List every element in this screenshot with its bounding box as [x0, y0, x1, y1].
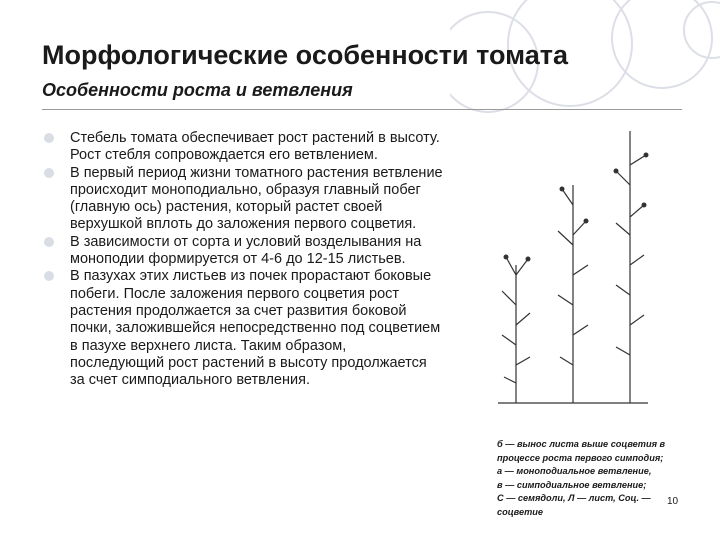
bullet-dot-icon	[44, 271, 54, 281]
bullet-text: В зависимости от сорта и условий возделывания на моноподии формируется от 4-6 до 12-15 листьев.	[70, 233, 422, 268]
caption-line: в — симподиальное ветвление;	[497, 479, 647, 490]
tomato-branching-diagram	[488, 125, 688, 430]
caption-line: б — вынос листа выше соцветия в	[497, 439, 666, 449]
slide-subtitle: Особенности роста и ветвления	[42, 80, 353, 100]
plant-a-drawing	[502, 257, 530, 403]
bullet-text: Стебель томата обеспечивает рост растений в высоту. Рост стебля сопровождается его ветвлением.	[70, 130, 440, 164]
figure-caption	[497, 438, 687, 519]
bullet-dot-icon	[44, 133, 54, 143]
caption-line: соцветие	[497, 506, 543, 517]
bullet-text: В пазухах этих листьев из почек прорастают боковые побеги. После заложения первого соцветия рост растения продолжается за счет развития боковой почки, заложившейся непосредственно под соцветием в пазухе верхнего листа. Таким образом, последующий рост растений в высоту продолжается за счет симподиального ветвления.	[70, 268, 441, 389]
bullet-dot-icon	[44, 168, 54, 178]
slide-title: Морфологические особенности томата	[42, 40, 568, 70]
caption-line: а — моноподиальное ветвление,	[497, 466, 652, 476]
bullet-item	[44, 234, 444, 269]
bullet-item	[44, 268, 444, 389]
bullet-list	[44, 130, 444, 389]
caption-line: С — семядоли, Л — лист, Соц. —	[497, 493, 651, 503]
page-number: 10	[667, 496, 679, 507]
bullet-item	[44, 130, 444, 165]
bullet-dot-icon	[44, 237, 54, 247]
bullet-item	[44, 165, 444, 234]
plant-b-drawing	[558, 185, 588, 403]
title-divider	[42, 109, 682, 110]
plant-c-drawing	[616, 131, 646, 403]
bullet-text: В первый период жизни томатного растения ветвление происходит моноподиально, образуя главный побег (главную ось) растения, который растет своей верхушкой вплоть до заложения первого соцветия.	[70, 164, 443, 233]
caption-line: процессе роста первого симподия;	[497, 452, 664, 463]
